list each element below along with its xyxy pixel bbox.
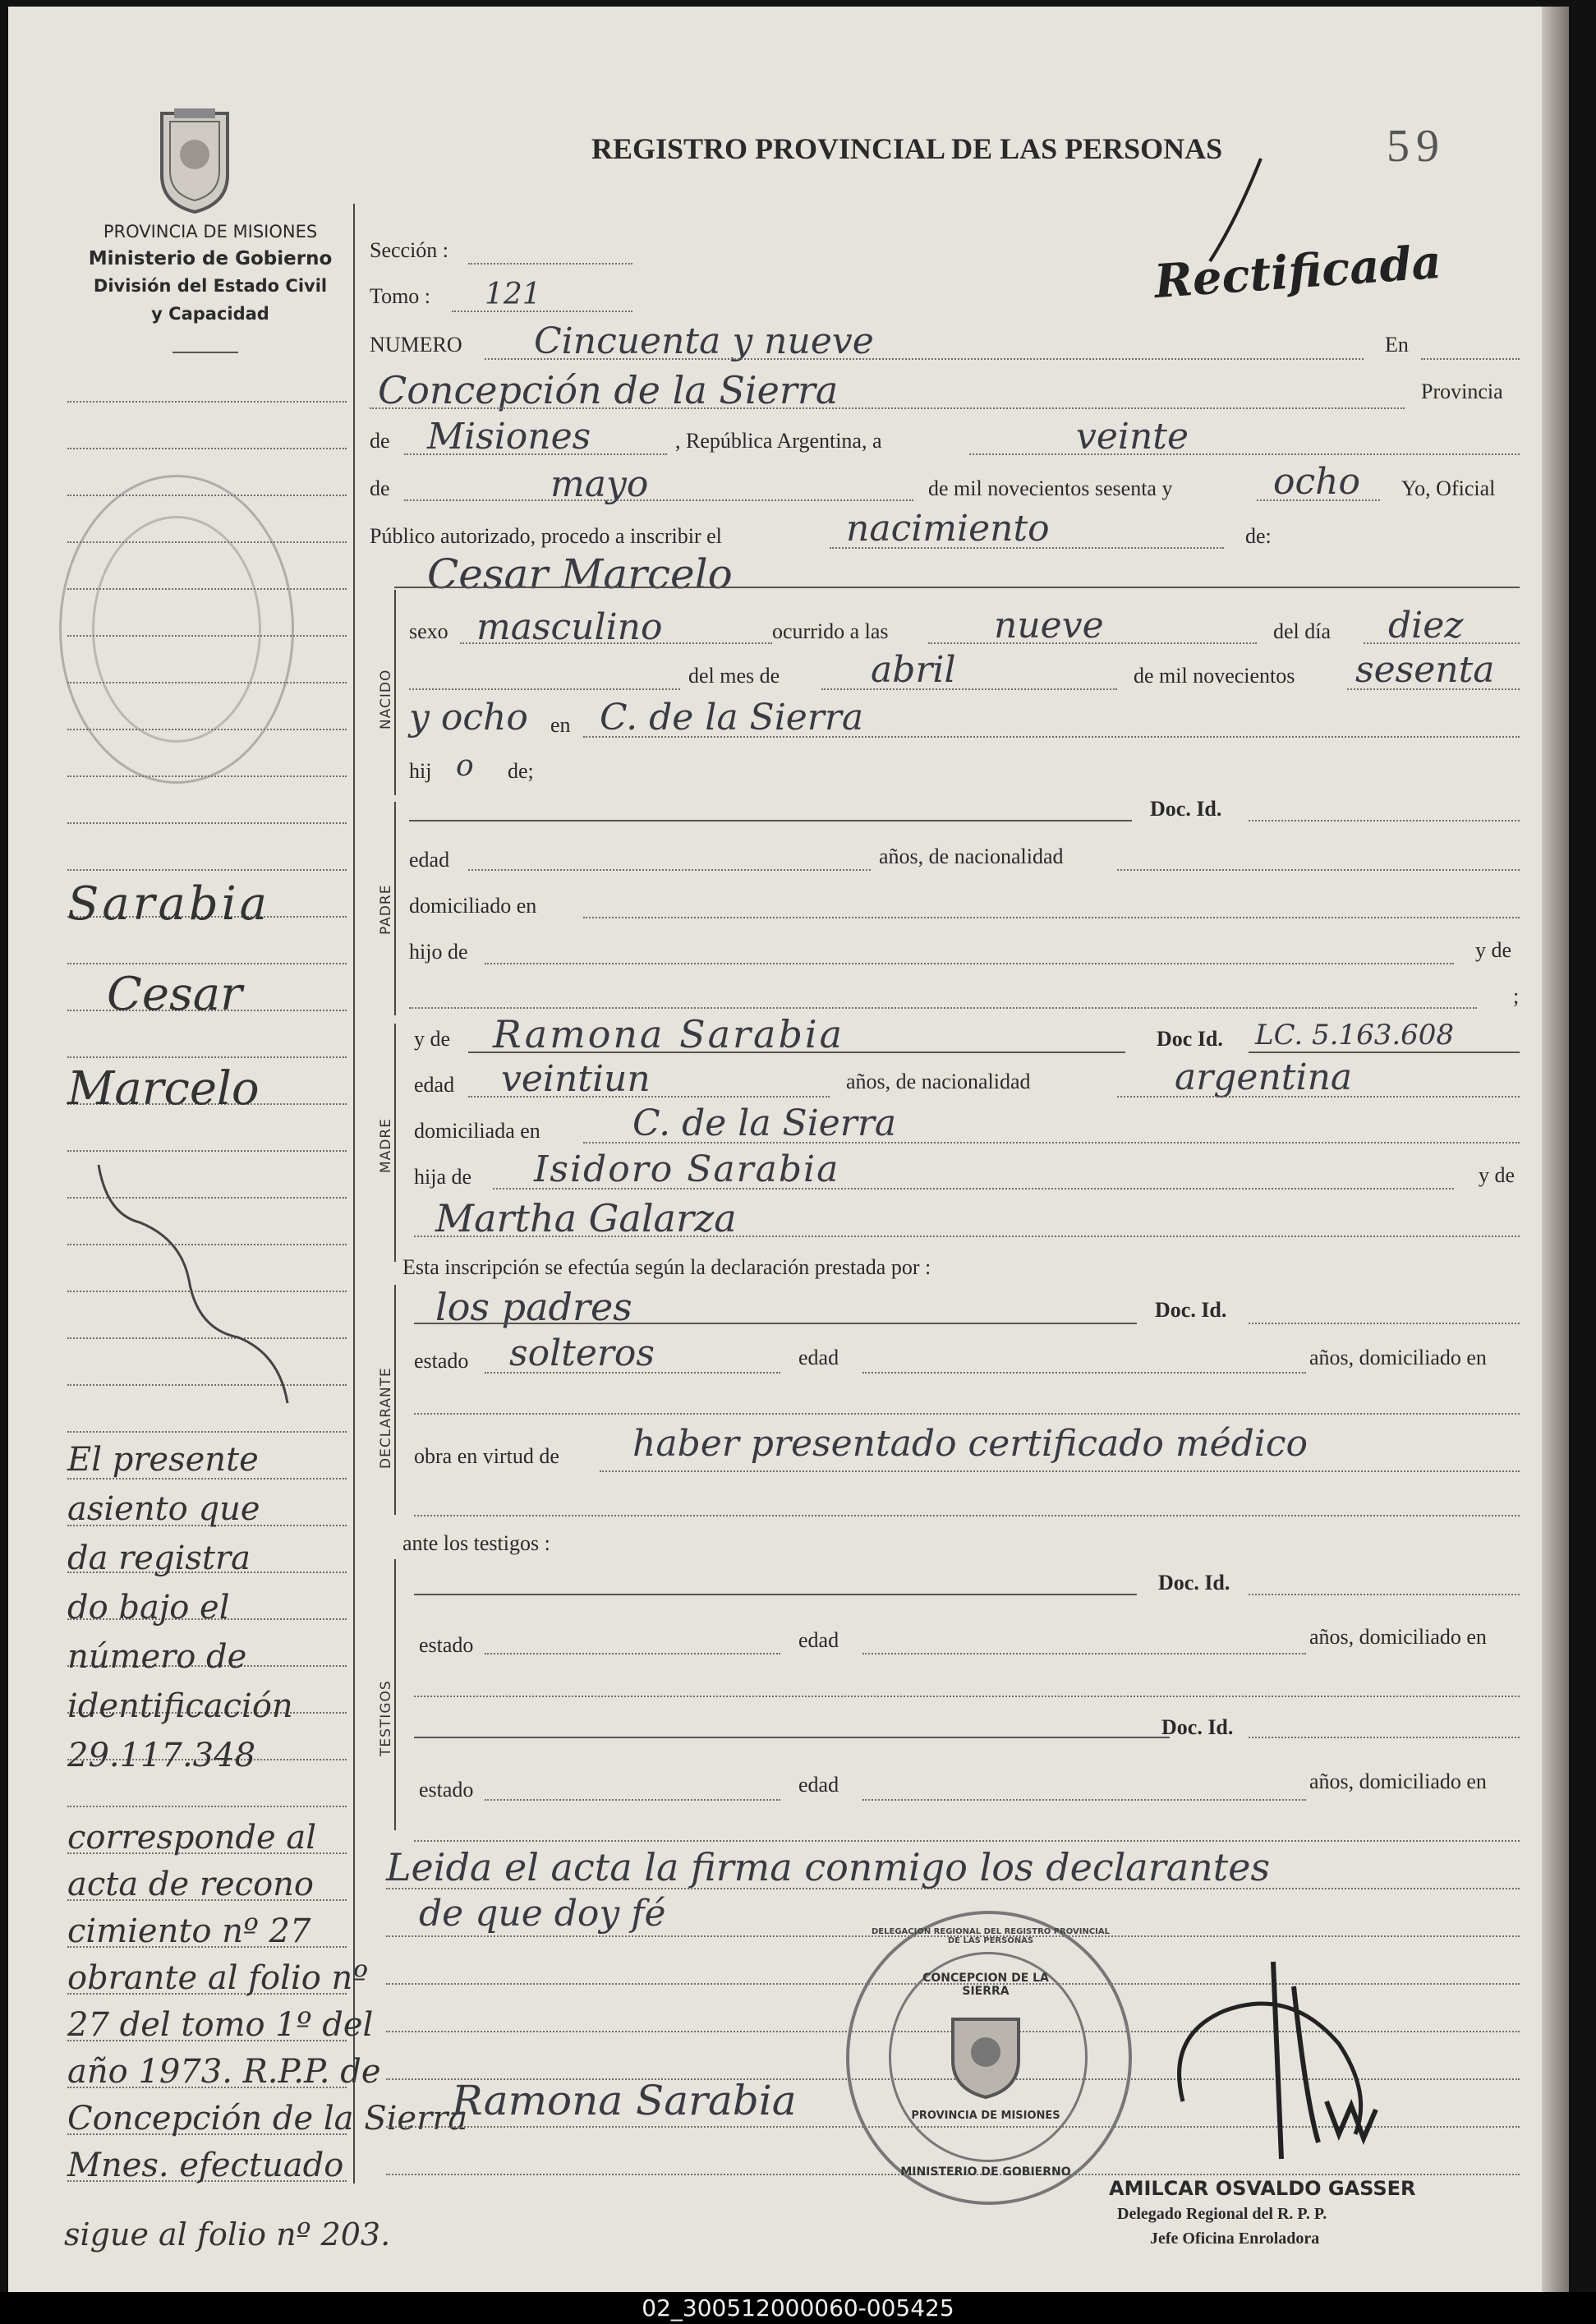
faded-seal-inner-icon	[92, 516, 261, 743]
margin-note-line: corresponde al	[67, 1819, 317, 1857]
hij-label: hij	[409, 759, 432, 783]
anio-line	[1257, 499, 1380, 501]
rectificada-stamp: Rectificada	[1152, 234, 1443, 310]
testigo2-domicilio-line	[414, 1840, 1520, 1842]
margin-note-line: Concepción de la Sierra	[67, 2100, 468, 2138]
madre-nacionalidad-value: argentina	[1175, 1056, 1353, 1098]
madre-nacionalidad-line	[1117, 1096, 1520, 1098]
dia-value: veinte	[1076, 416, 1189, 458]
padre-doc-label: Doc. Id.	[1150, 797, 1222, 821]
margin-note-line: da registra	[67, 1539, 251, 1577]
margin-note-line: identificación	[67, 1687, 293, 1725]
margin-note-line: cimiento nº 27	[67, 1912, 311, 1950]
obra-value: haber presentado certificado médico	[632, 1423, 1309, 1465]
nacido-dia-line	[1364, 642, 1520, 644]
closing-line-1: Leida el acta la firma conmigo los declarantes	[386, 1845, 1271, 1889]
padre-hijo-line	[485, 963, 1454, 964]
seal-ring-text: DELEGACION REGIONAL DEL REGISTRO PROVINCIAL DE LAS PERSONAS	[871, 1927, 1111, 1945]
padre-bracket	[394, 802, 396, 1015]
de2-label: de	[370, 476, 390, 500]
margin-note-line: número de	[67, 1638, 247, 1676]
numero-line	[485, 358, 1364, 360]
declarante-line	[414, 1323, 1137, 1324]
padre-name-line	[409, 820, 1132, 821]
nacido-lugar-line	[583, 736, 1520, 738]
acto-line	[830, 547, 1224, 549]
testigos-intro: ante los testigos :	[402, 1531, 550, 1555]
madre-madre-value: Martha Galarza	[435, 1196, 737, 1240]
madre-section-label: MADRE	[378, 1118, 394, 1173]
padre-doc-line	[1249, 820, 1520, 821]
testigo2-estado-line	[485, 1799, 780, 1801]
obra-line-2	[414, 1515, 1520, 1516]
nacido-bracket	[394, 590, 396, 795]
declarante-value: los padres	[435, 1285, 632, 1329]
madre-hija-label: hija de	[414, 1165, 472, 1189]
de3-label: de:	[1245, 524, 1272, 548]
republica-label: , República Argentina, a	[675, 429, 882, 453]
provincial-emblem-icon	[149, 105, 240, 216]
tomo-line	[452, 311, 632, 312]
padre-hijo-label: hijo de	[409, 940, 468, 964]
numero-label: NUMERO	[370, 333, 462, 357]
madre-bracket	[394, 1024, 396, 1262]
testigo2-estado-label: estado	[419, 1778, 474, 1802]
provincia-line	[404, 453, 667, 455]
sexo-label: sexo	[409, 619, 448, 643]
madre-domicilio-line	[583, 1142, 1520, 1144]
madre-yde-label: y de	[414, 1027, 451, 1051]
margin-divider	[353, 204, 355, 2184]
ocurrido-label: ocurrido a las	[772, 619, 889, 643]
nacido-anio-value-1: sesenta	[1355, 649, 1495, 691]
margin-note-line: 29.117.348	[67, 1737, 256, 1774]
declarante-edad-line	[862, 1372, 1306, 1374]
margin-note-line: acta de recono	[67, 1866, 314, 1903]
padre-nacionalidad-label: años, de nacionalidad	[879, 844, 1064, 868]
testigo2-doc-label: Doc. Id.	[1161, 1715, 1234, 1739]
margin-note-line: año 1973. R.P.P. de	[67, 2053, 381, 2091]
provincia-label: Provincia	[1421, 380, 1503, 403]
page-number: 59	[1387, 121, 1446, 172]
padre-section-label: PADRE	[378, 884, 394, 935]
madre-madre-line	[414, 1236, 1520, 1237]
province-heading: PROVINCIA DE MISIONES	[103, 222, 318, 242]
testigo2-domicilio-label: años, domiciliado en	[1309, 1769, 1487, 1793]
lugar-line	[370, 407, 1405, 409]
madre-doc-value: LC. 5.163.608	[1255, 1019, 1455, 1052]
en-line	[1421, 358, 1520, 360]
declarante-estado-line	[485, 1372, 780, 1374]
mes-line	[404, 499, 913, 501]
obra-label: obra en virtud de	[414, 1444, 559, 1468]
seal-center-top: CONCEPCION DE LA SIERRA	[922, 1972, 1049, 1998]
madre-yde2-label: y de	[1479, 1163, 1516, 1187]
padre-semicolon: ;	[1513, 984, 1520, 1008]
page-title: REGISTRO PROVINCIAL DE LAS PERSONAS	[591, 132, 1223, 165]
madre-padre-line	[493, 1188, 1454, 1190]
heading-rule	[172, 352, 238, 353]
testigo1-domicilio-label: años, domiciliado en	[1309, 1625, 1487, 1649]
margin-name-2: Marcelo	[67, 1062, 260, 1116]
margin-surname: Sarabia	[67, 877, 271, 931]
testigo1-doc-line	[1249, 1594, 1520, 1595]
margin-note-line: obrante al folio nº	[67, 1959, 369, 1997]
declarante-intro: Esta inscripción se efectúa según la declaración prestada por :	[402, 1255, 931, 1279]
margin-ruled-line	[67, 1431, 347, 1433]
declarante-doc-label: Doc. Id.	[1155, 1298, 1227, 1322]
testigo1-estado-label: estado	[419, 1633, 474, 1657]
official-role-1: Delegado Regional del R. P. P.	[1117, 2205, 1327, 2223]
nombre-value: Cesar Marcelo	[427, 550, 733, 598]
del-dia-label: del día	[1273, 619, 1332, 643]
padre-edad-label: edad	[409, 848, 450, 872]
testigos-bracket	[394, 1559, 396, 1830]
margin-ruled-line	[67, 1056, 347, 1058]
margin-squiggle-icon	[90, 1140, 304, 1415]
madre-edad-line	[468, 1096, 830, 1098]
division-heading-2: y Capacidad	[151, 304, 269, 324]
nacido-lugar-value: C. de la Sierra	[600, 697, 864, 739]
tomo-label: Tomo :	[370, 284, 431, 308]
provincia-value: Misiones	[427, 416, 591, 458]
numero-value: Cincuenta y nueve	[534, 320, 874, 362]
ministry-heading: Ministerio de Gobierno	[88, 248, 333, 269]
madre-domicilio-label: domiciliada en	[414, 1119, 540, 1143]
nacido-anio-value-2: y ocho	[409, 697, 528, 739]
padre-domicilio-line	[583, 917, 1520, 918]
margin-note-line: Mnes. efectuado	[67, 2147, 344, 2184]
margin-ruled-line	[67, 822, 347, 824]
madre-nacionalidad-label: años, de nacionalidad	[846, 1070, 1031, 1093]
en-label: En	[1385, 333, 1409, 357]
nacido-mes-line	[821, 688, 1117, 690]
madre-domicilio-value: C. de la Sierra	[632, 1102, 897, 1144]
seal-crest-icon	[945, 2011, 1027, 2105]
declarante-estado-value: solteros	[509, 1332, 655, 1374]
official-name: AMILCAR OSVALDO GASSER	[1109, 2177, 1416, 2200]
nacido-section-label: NACIDO	[378, 669, 394, 729]
margin-note-3: sigue al folio nº 203.	[64, 2216, 391, 2253]
madre-nombre-line	[468, 1052, 1125, 1053]
mes-value: mayo	[550, 463, 649, 505]
check-mark-icon	[1203, 154, 1269, 282]
official-signature-icon	[1150, 1937, 1413, 2188]
nacido-anio-line	[1347, 688, 1520, 690]
declarante-edad-label: edad	[798, 1346, 839, 1369]
margin-ruled-line	[67, 963, 347, 964]
padre-yde-label: y de	[1475, 938, 1512, 962]
hij-de-label: de;	[508, 759, 534, 783]
testigo2-line	[414, 1737, 1170, 1738]
nacido-en-label: en	[550, 713, 571, 737]
sexo-value: masculino	[476, 606, 663, 648]
obra-line	[600, 1470, 1520, 1472]
margin-ruled-line	[67, 401, 347, 403]
oficial-label: Yo, Oficial	[1401, 476, 1496, 500]
anio-value: ocho	[1273, 461, 1360, 503]
madre-edad-label: edad	[414, 1073, 455, 1097]
division-heading: División del Estado Civil	[93, 276, 328, 296]
nacido-mes-value: abril	[871, 649, 956, 691]
padre-madre-line	[409, 1007, 1477, 1009]
madre-doc-line	[1249, 1052, 1520, 1053]
closing-line-2: de que doy fé	[419, 1893, 666, 1935]
tomo-value: 121	[485, 278, 541, 311]
de-label: de	[370, 429, 390, 453]
margin-ruled-line	[67, 448, 347, 449]
testigo1-domicilio-line	[414, 1696, 1520, 1697]
lugar-value: Concepción de la Sierra	[378, 368, 839, 412]
seccion-label: Sección :	[370, 238, 449, 262]
testigo1-line	[414, 1594, 1137, 1595]
book-binding	[1542, 7, 1569, 2292]
margin-ruled-line	[67, 1806, 347, 1807]
margin-name-1: Cesar	[107, 968, 242, 1021]
official-role-2: Jefe Oficina Enroladora	[1150, 2230, 1320, 2248]
testigo2-edad-line	[862, 1799, 1306, 1801]
testigo1-edad-label: edad	[798, 1628, 839, 1652]
declarante-domicilio-line	[414, 1413, 1520, 1415]
declarant-signature: Ramona Sarabia	[452, 2077, 797, 2124]
testigo2-doc-line	[1249, 1737, 1520, 1738]
seal-bottom: MINISTERIO DE GOBIERNO	[900, 2165, 1071, 2179]
seal-center-bottom: PROVINCIA DE MISIONES	[911, 2110, 1060, 2122]
hora-value: nueve	[994, 605, 1104, 647]
padre-edad-line	[468, 869, 871, 871]
sexo-line	[460, 642, 772, 644]
margin-note-line: El presente	[67, 1441, 259, 1479]
margin-note-line: 27 del tomo 1º del	[67, 2006, 374, 2044]
nacido-blank-line	[409, 688, 680, 690]
scan-caption: 02_300512000060-005425	[0, 2292, 1596, 2324]
padre-domicilio-label: domiciliado en	[409, 894, 537, 918]
testigo1-estado-line	[485, 1653, 780, 1654]
margin-ruled-line	[67, 869, 347, 871]
nacido-anio-label: de mil novecientos	[1134, 664, 1295, 688]
seccion-line	[468, 263, 632, 265]
hij-value: o	[456, 749, 474, 783]
declarante-section-label: DECLARANTE	[378, 1367, 394, 1469]
nacido-mes-label: del mes de	[688, 664, 780, 688]
madre-edad-value: veintiun	[501, 1058, 651, 1100]
madre-nombre-value: Ramona Sarabia	[493, 1012, 845, 1056]
madre-padre-value: Isidoro Sarabia	[534, 1148, 840, 1190]
padre-nacionalidad-line	[1117, 869, 1520, 871]
dia-line	[969, 453, 1520, 455]
declarante-bracket	[394, 1285, 396, 1515]
anio-label: de mil novecientos sesenta y	[928, 476, 1173, 500]
declarante-domicilio-label: años, domiciliado en	[1309, 1346, 1487, 1369]
testigo1-edad-line	[862, 1653, 1306, 1654]
testigos-section-label: TESTIGOS	[378, 1680, 394, 1756]
nacido-dia-value: diez	[1388, 605, 1464, 647]
testigo2-edad-label: edad	[798, 1773, 839, 1797]
hora-line	[928, 642, 1257, 644]
register-page	[8, 7, 1569, 2292]
acto-value: nacimiento	[846, 508, 1050, 550]
declarante-estado-label: estado	[414, 1349, 469, 1373]
publico-label: Público autorizado, procedo a inscribir el	[370, 524, 722, 548]
declarante-doc-line	[1249, 1323, 1520, 1324]
madre-doc-label: Doc Id.	[1157, 1027, 1223, 1051]
nombre-line	[394, 587, 1520, 588]
margin-note-line: do bajo el	[67, 1589, 230, 1627]
testigo1-doc-label: Doc. Id.	[1158, 1571, 1230, 1595]
margin-note-line: asiento que	[67, 1490, 260, 1528]
